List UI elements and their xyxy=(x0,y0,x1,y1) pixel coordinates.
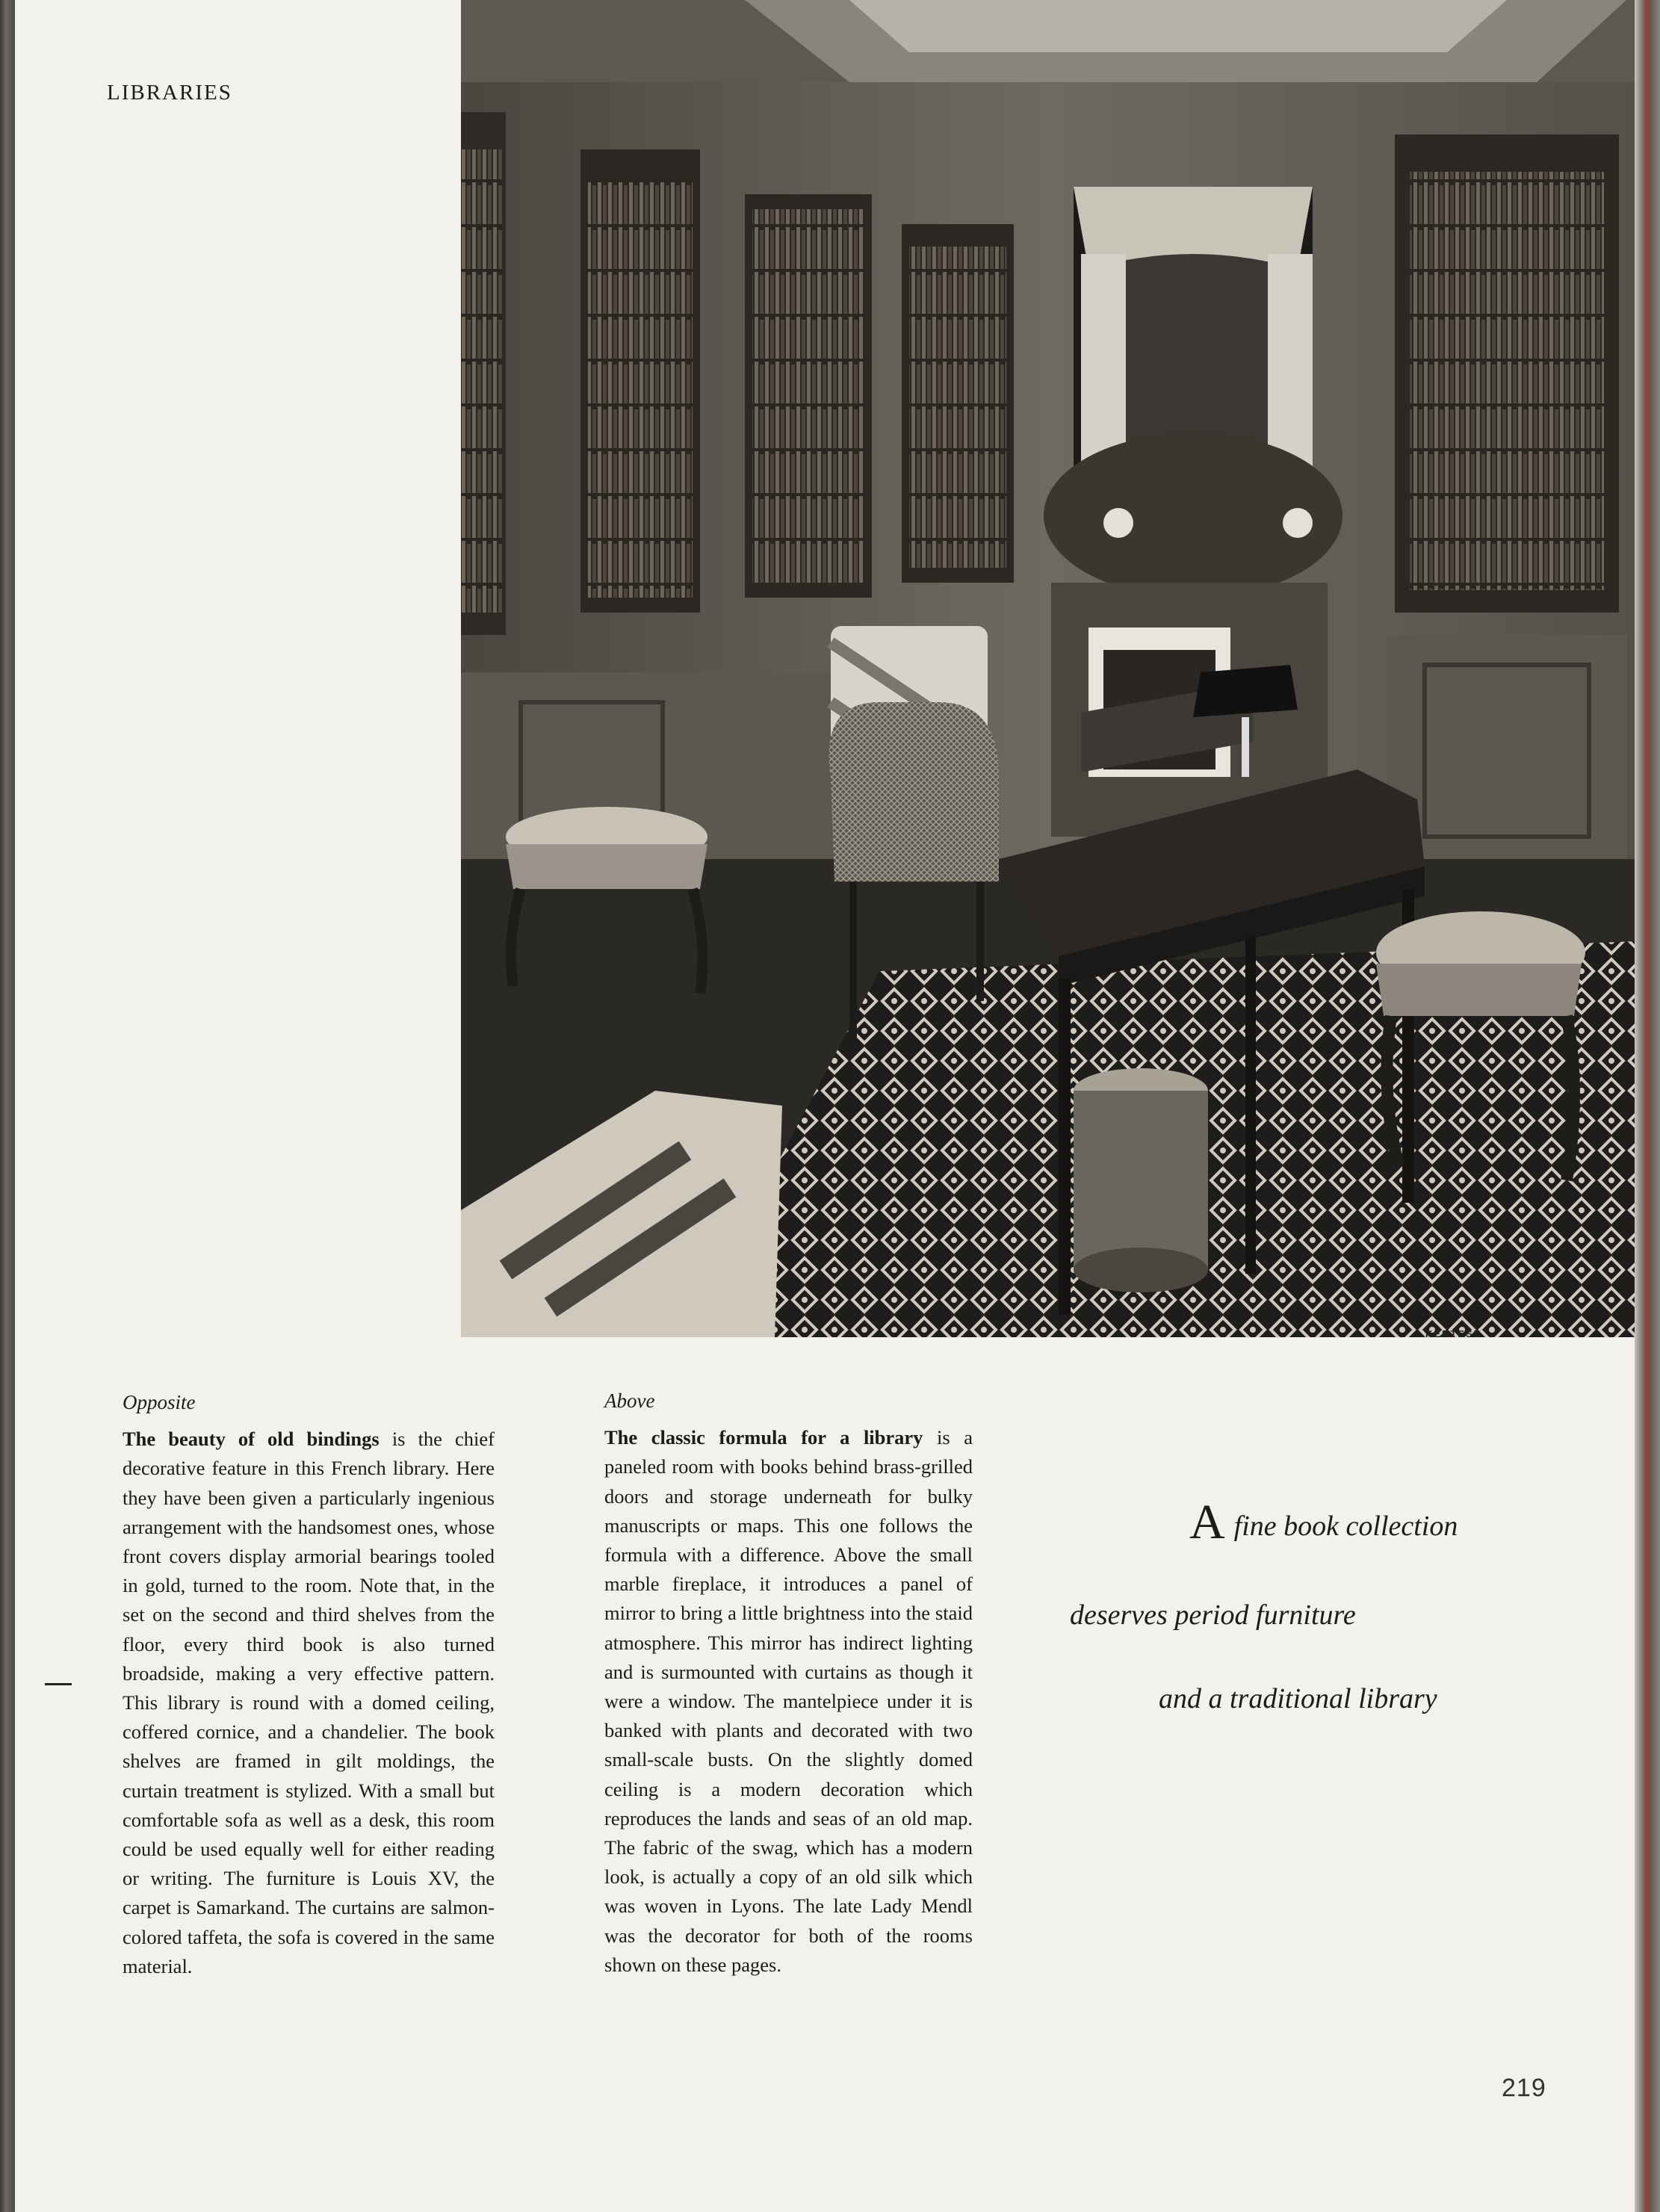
page-edge-left xyxy=(0,0,15,2212)
caption-body: is a paneled room with books behind brass-grilled doors and storage underneath for bulky manuscripts or maps. This one follows the formula with a difference. Above the small marble fireplace, it introduces a panel of mirror to bring a little brightness into the staid atmosphere. This mirror has indirect lighting and is surmounted with curtains as though it were a window. The mantelpiece under it is banked with plants and decorated with two small-scale busts. On the slightly domed ceiling is a modern decoration which reproduces the lands and seas of an old map. The fabric of the swag, which has a modern look, is actually a copy of an old silk which was woven in Lyons. The late Lady Mendl was the decorator for both of the rooms shown on these pages. xyxy=(604,1426,973,1976)
pull-quote-line-3: and a traditional library xyxy=(1159,1683,1437,1714)
page-edge-right xyxy=(1635,0,1660,2212)
caption-above xyxy=(604,1387,973,1980)
pull-quote-text: fine book collection xyxy=(1233,1511,1458,1542)
caption-heading: Opposite xyxy=(123,1391,196,1413)
photo-credit: KERTESZ xyxy=(1425,1328,1481,1339)
pull-quote-line-1 xyxy=(1189,1494,1458,1551)
margin-mark xyxy=(45,1683,72,1685)
page-number: 219 xyxy=(1502,2074,1546,2102)
caption-opposite xyxy=(123,1388,495,1981)
section-label: LIBRARIES xyxy=(107,81,232,105)
pull-quote-line-2: deserves period furniture xyxy=(1070,1599,1356,1631)
caption-lead: The beauty of old bindings xyxy=(123,1428,380,1451)
drop-cap: A xyxy=(1189,1495,1225,1549)
caption-body: is the chief decorative feature in this French library. Here they have been given a particularly ingenious arrangement with the handsomest ones, whose front covers display armorial bearings tooled in gold, turned to the room. Note that, in the set on the second and third shelves from the floor, every third book is also turned broadside, making a very effective pattern. This library is round with a domed ceiling, coffered cornice, and a chandelier. The book shelves are framed in gilt moldings, the curtain treatment is stylized. With a small but comfortable sofa as well as a desk, this room could be used equally well for either reading or writing. The furniture is Louis XV, the carpet is Samarkand. The curtains are salmon-colored taffeta, the sofa is covered in the same material. xyxy=(123,1428,495,1977)
caption-heading: Above xyxy=(604,1390,655,1412)
french-library-room-photo xyxy=(461,0,1635,1337)
caption-lead: The classic formula for a library xyxy=(604,1426,923,1449)
